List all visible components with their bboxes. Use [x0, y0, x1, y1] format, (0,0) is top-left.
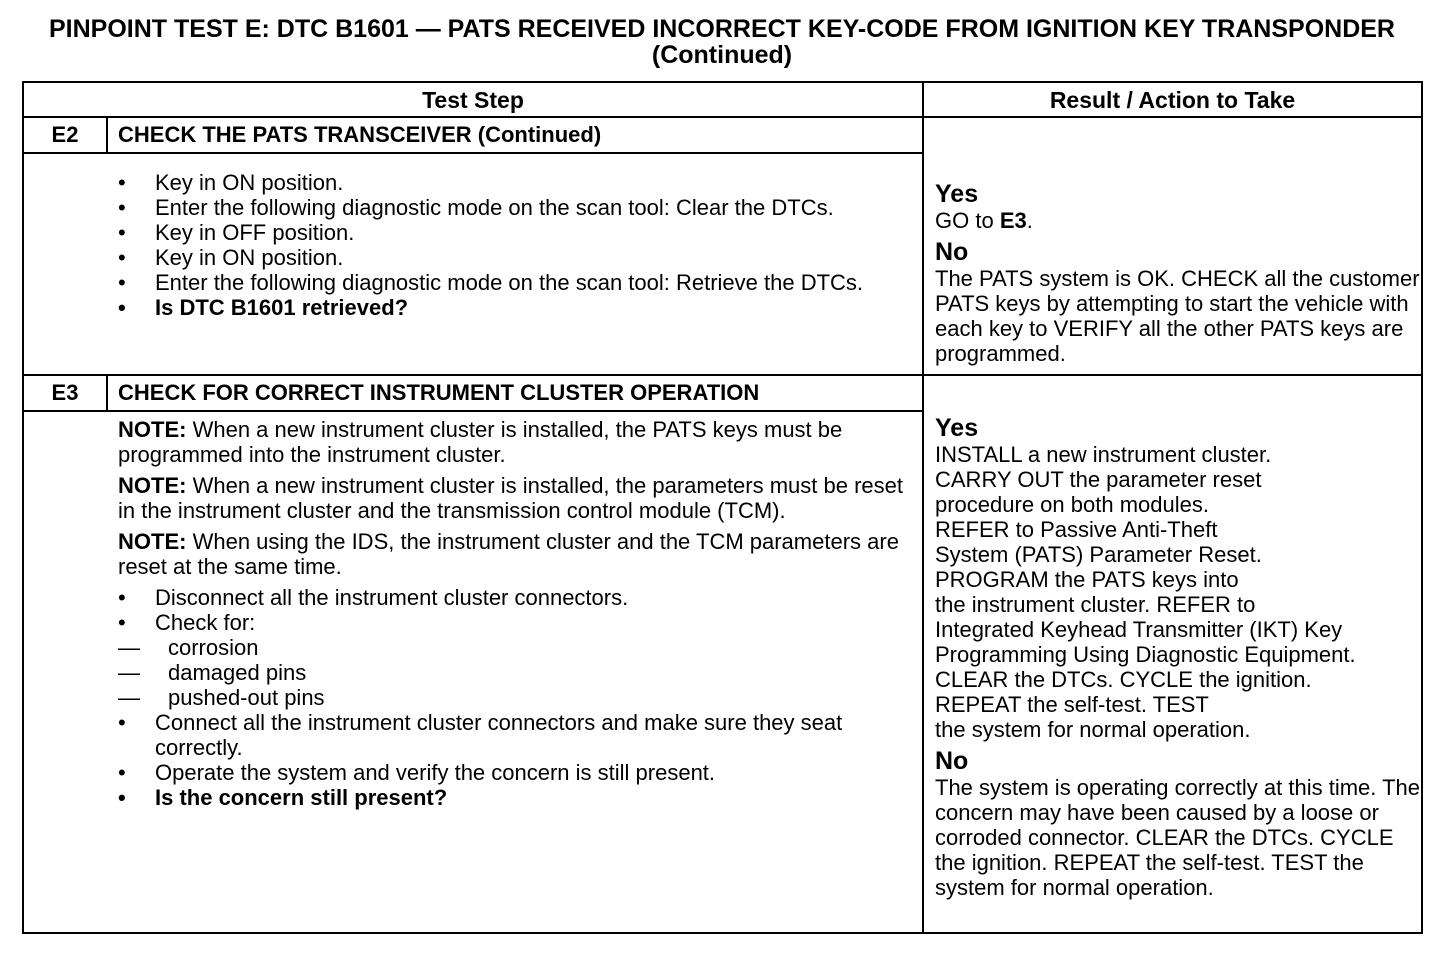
- step-body-e2: [118, 170, 908, 320]
- e3-note: NOTE: When a new instrument cluster is installed, the PATS keys must be programmed into the instrument cluster.: [118, 417, 843, 467]
- e2-bullet: • Key in ON position.: [118, 170, 908, 195]
- e3-title-divider: [24, 410, 922, 412]
- step-id-divider-e2: [106, 118, 108, 154]
- header-test-step: Test Step: [422, 87, 524, 113]
- step-id-e3: E3: [51, 380, 79, 405]
- e2-bullet: • Key in ON position.: [118, 245, 908, 270]
- e3-check-item: — damaged pins: [118, 660, 908, 685]
- header-result-action: Result / Action to Take: [1049, 87, 1296, 113]
- e3-no-action: The system is operating correctly at this time. The concern may have been caused by a loose or corroded connector. CLEAR the DTCs. CYCLE the ignition. REPEAT the self-test. TEST the system for normal operation.: [935, 775, 1420, 900]
- e3-no-label: No: [935, 747, 969, 775]
- e3-bullet-disconnect: • Disconnect all the instrument cluster connectors.: [118, 585, 908, 610]
- header-divider: [24, 116, 1421, 118]
- e3-bullet-connect: • Connect all the instrument cluster connectors and make sure they seat correctly.: [118, 710, 908, 760]
- e2-bullet: • Key in OFF position.: [118, 220, 908, 245]
- e2-no-action: The PATS system is OK. CHECK all the customer PATS keys by attempting to start the vehicle with each key to VERIFY all the other PATS keys are programmed.: [935, 266, 1420, 366]
- e3-bullet-check: • Check for: — corrosion — damaged pins — pushed-out pins: [118, 610, 908, 710]
- e2-title-divider: [24, 152, 922, 154]
- e3-check-item: — corrosion: [118, 635, 908, 660]
- step-title-e3: CHECK FOR CORRECT INSTRUMENT CLUSTER OPERATION: [118, 380, 760, 405]
- e3-question: • Is the concern still present?: [118, 785, 908, 810]
- e3-yes-action: INSTALL a new instrument cluster. CARRY OUT the parameter reset procedure on both modules. REFER to Passive Anti-Theft System (PATS) Parameter Reset. PROGRAM the PATS keys into the instrument cluster. REFER to Integrated Keyhead Transmitter (IKT) Key Programming Using Diagnostic Equipment. CLEAR the DTCs. CYCLE the ignition. REPEAT the self-test. TEST the system for normal operation.: [935, 442, 1356, 742]
- pinpoint-test-table: [22, 81, 1423, 934]
- e2-yes-action: GO to E3.: [935, 208, 1033, 233]
- e2-e3-divider: [24, 374, 1421, 376]
- step-id-e2: E2: [51, 122, 79, 147]
- e3-note: NOTE: When using the IDS, the instrument cluster and the TCM parameters are reset at the same time.: [118, 529, 899, 579]
- e2-bullet: • Enter the following diagnostic mode on the scan tool: Clear the DTCs.: [118, 195, 908, 220]
- e2-yes-label: Yes: [935, 180, 979, 208]
- e2-bullet: • Enter the following diagnostic mode on the scan tool: Retrieve the DTCs.: [118, 270, 908, 295]
- step-body-e3: [118, 417, 908, 810]
- result-e2: [935, 175, 1425, 366]
- e3-check-item: — pushed-out pins: [118, 685, 908, 710]
- result-e3: [935, 409, 1425, 900]
- step-title-e2: CHECK THE PATS TRANSCEIVER (Continued): [118, 122, 602, 147]
- e3-yes-label: Yes: [935, 414, 979, 442]
- e3-bullet-operate: • Operate the system and verify the concern is still present.: [118, 760, 908, 785]
- e2-question: • Is DTC B1601 retrieved?: [118, 295, 908, 320]
- column-divider: [922, 83, 924, 932]
- e3-note: NOTE: When a new instrument cluster is installed, the parameters must be reset in the instrument cluster and the transmission control module (TCM).: [118, 473, 904, 523]
- page-title: PINPOINT TEST E: DTC B1601 — PATS RECEIVED INCORRECT KEY-CODE FROM IGNITION KEY TRANSPONDER (Continued): [49, 15, 1395, 69]
- e2-no-label: No: [935, 238, 969, 266]
- step-id-divider-e3: [106, 376, 108, 412]
